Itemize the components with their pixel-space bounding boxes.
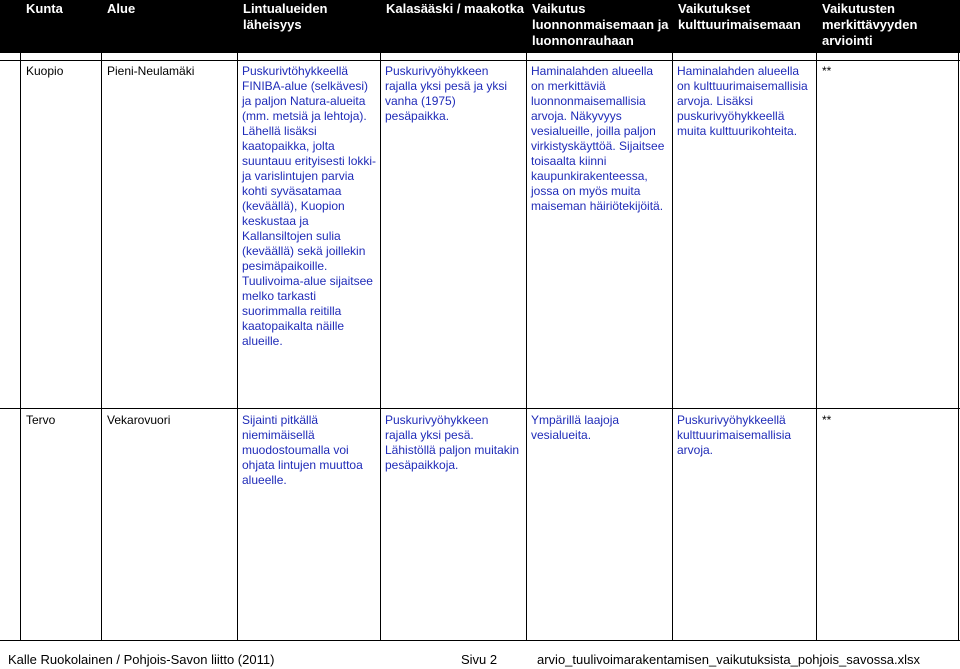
cell-kalasaaski: Puskurivyöhykkeen rajalla yksi pesä. Lähistöllä paljon muitakin pesäpaikkoja. <box>385 413 520 472</box>
cell-vaikutukset-kulttuurimaisemaan: Puskurivyöhykkeellä kulttuurimaisemallisia arvoja. <box>677 413 792 457</box>
cell-vaikutus-luonnonmaisemaan: Haminalahden alueella on merkittäviä luonnonmaisemallisia arvoja. Näkyvyys vesialueille, joilla paljon virkistyskäyttöä. Sijaitsee toisaalta kiinni kaupunkirakenteessa, jossa on myös muita maiseman häiriötekijöitä. <box>531 64 665 213</box>
footer-author: Kalle Ruokolainen / Pohjois-Savon liitto (2011) <box>8 652 275 667</box>
header-lintualueiden: Lintualueiden läheisyys <box>243 1 328 32</box>
grid-line <box>0 408 960 409</box>
cell-alue: Pieni-Neulamäki <box>107 64 195 78</box>
cell-lintualueiden: Puskurivtöhykkeellä FINIBA-alue (selkävesi) ja paljon Natura-alueita (mm. metsiä ja lehtoja). Lähellä lisäksi kaatopaikka, jolta suuntauu erityisesti lokki- ja varislintujen parvia kohti syväsatamaa (keväällä), Kuopion keskustaa ja Kallansiltojen sulia (keväällä) sekä joillekin pesimäpaikoille. Tuulivoima-alue sijaitsee melko tarkasti suorimmalla reitilla kaatopaikalta näille alueille. <box>242 64 377 348</box>
cell-kunta: Tervo <box>26 413 56 427</box>
grid-line <box>816 53 817 641</box>
grid-line <box>672 53 673 641</box>
cell-lintualueiden: Sijainti pitkällä niemimäisellä muodostoumalla voi ohjata lintujen muuttoa alueelle. <box>242 413 363 487</box>
header-kalasaaski: Kalasääski / maakotka <box>386 1 525 16</box>
footer-page-number: Sivu 2 <box>461 652 498 667</box>
cell-merkittavyys: ** <box>822 64 832 78</box>
header-vaikutukset-kulttuurimaisemaan: Vaikutukset kulttuurimaisemaan <box>678 1 801 32</box>
grid-line <box>526 53 527 641</box>
cell-merkittavyys: ** <box>822 413 832 427</box>
header-kunta: Kunta <box>26 1 63 16</box>
grid-line <box>380 53 381 641</box>
cell-vaikutus-luonnonmaisemaan: Ympärillä laajoja vesialueita. <box>531 413 620 442</box>
grid-line <box>20 53 21 641</box>
grid-line <box>0 640 960 641</box>
cell-kunta: Kuopio <box>26 64 64 78</box>
header-merkittavyys: Vaikutusten merkittävyyden arviointi <box>822 1 918 48</box>
grid-line <box>237 53 238 641</box>
grid-line <box>0 60 960 61</box>
table-header <box>0 0 960 53</box>
footer-filename: arvio_tuulivoimarakentamisen_vaikutuksista_pohjois_savossa.xlsx <box>537 652 920 667</box>
cell-vaikutukset-kulttuurimaisemaan: Haminalahden alueella on kulttuurimaisemallisia arvoja. Lisäksi puskurivyöhykkeellä muita kulttuurikohteita. <box>677 64 808 138</box>
header-alue: Alue <box>107 1 136 16</box>
cell-kalasaaski: Puskurivyöhykkeen rajalla yksi pesä ja yksi vanha (1975) pesäpaikka. <box>385 64 508 123</box>
header-vaikutus-luonnonmaisemaan: Vaikutus luonnonmaisemaan ja luonnonrauhaan <box>532 1 669 48</box>
grid-line <box>101 53 102 641</box>
cell-alue: Vekarovuori <box>107 413 171 427</box>
grid-line <box>958 53 959 641</box>
